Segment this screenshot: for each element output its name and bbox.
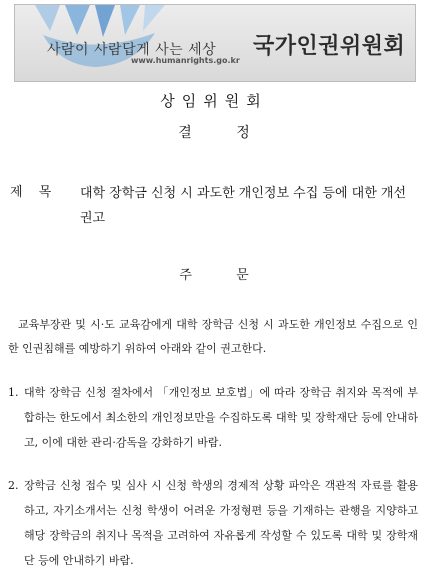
order-title: 주 문 [179, 268, 249, 283]
order-item-1 [8, 380, 418, 455]
decision-title: 결 정 [178, 125, 250, 141]
order-item-text: 대학 장학금 신청 절차에서 「개인정보 보호법」에 따라 장학금 취지와 목적에 부합하는 한도에서 최소한의 개인정보만을 수집하도록 대학 및 장학재단 등에 안내하고, 이에 대한 관리·감독을 강화하기 바람. [24, 386, 418, 449]
subject-text: 대학 장학금 신청 시 과도한 개인정보 수집 등에 대한 개선 권고 [80, 186, 407, 226]
order-intro: 교육부장관 및 시·도 교육감에게 대학 장학금 신청 시 과도한 개인정보 수집으로 인한 인권침해를 예방하기 위하여 아래와 같이 권고한다. [8, 318, 418, 355]
organization-name: 국가인권위원회 [253, 34, 406, 59]
banner-url[interactable]: www.humanrights.go.kr [131, 56, 240, 65]
order-item-number: 1. [8, 386, 19, 399]
committee-title: 상임위원회 [160, 92, 268, 110]
header-banner [14, 4, 416, 82]
order-item-text: 장학금 신청 접수 및 심사 시 신청 학생의 경제적 상황 파악은 객관적 자료를 활용하고, 자기소개서는 신청 학생이 어려운 가정형편 등을 기재하는 관행을 지양하고 해당 장학금의 취지나 목적을 고려하여 자유롭게 작성할 수 있도록 대학 및 장학재단 등에 안내하기 바람. [24, 479, 418, 567]
order-item-number: 2. [8, 479, 19, 492]
subject-label: 제 목 [10, 185, 52, 200]
banner-slogan: 사람이 사람답게 사는 세상 [47, 42, 217, 58]
order-item-2 [8, 473, 418, 573]
